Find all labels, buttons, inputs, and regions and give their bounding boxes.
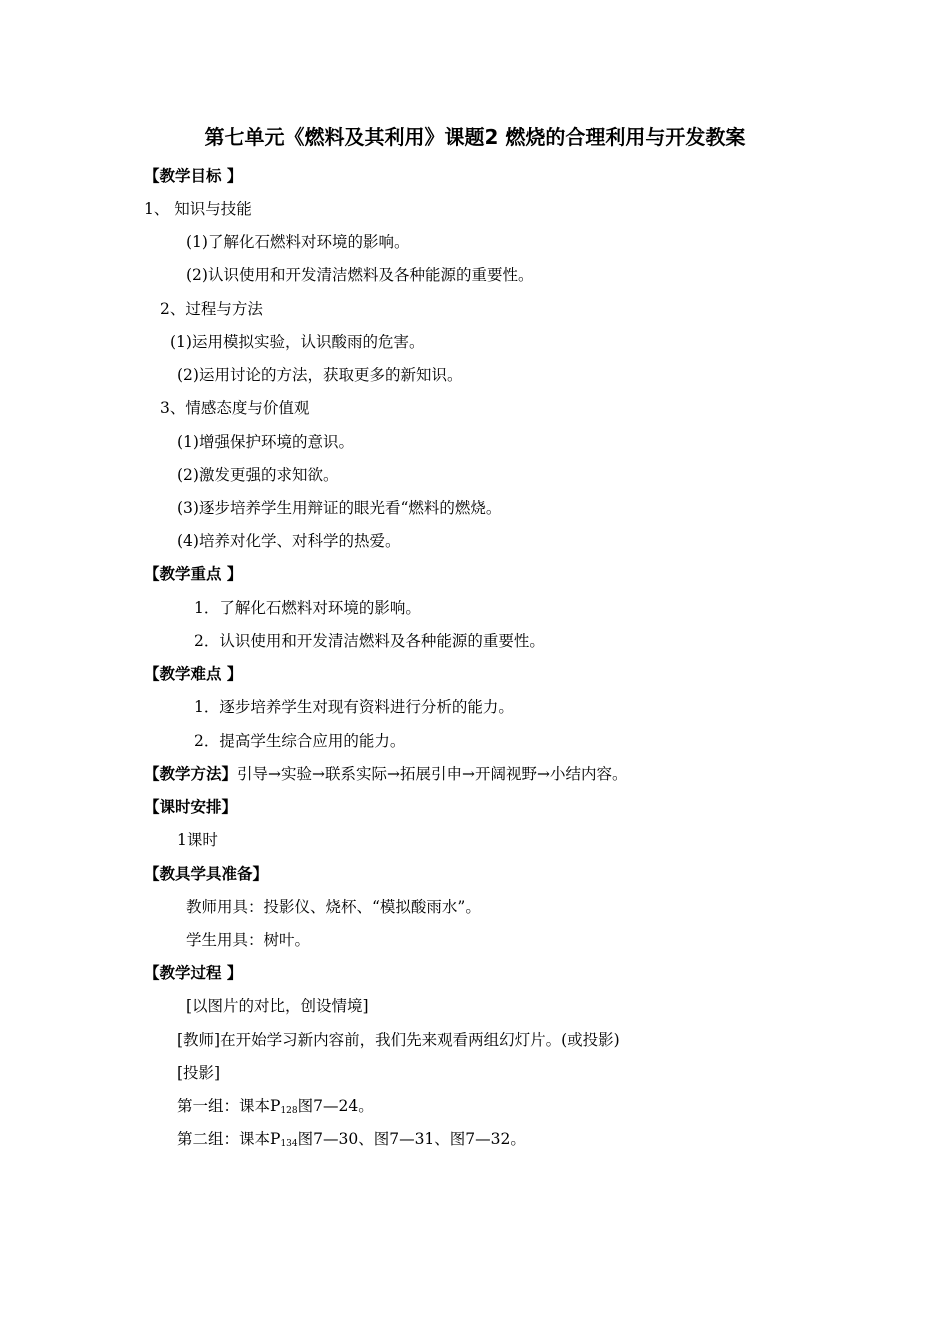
schedule-text: 1课时 [177,831,218,849]
group-2-prefix: 第二组：课本P [177,1130,281,1148]
group-2-page-subscript: 134 [280,1139,298,1149]
process-group-2 [177,1129,526,1149]
goal-section-3: 3、情感态度与价值观 [160,399,310,417]
group-1-page-subscript: 128 [280,1106,298,1116]
goals-heading: 【教学目标 】 [144,167,243,185]
teacher-materials: 教师用具：投影仪、烧杯、“模拟酸雨水”。 [186,898,481,916]
goal-section-1: 1、 知识与技能 [144,200,252,218]
method-text: 引导→实验→联系实际→拓展引申→开阔视野→小结内容。 [237,765,628,783]
goal-item-2-2: (2)运用讨论的方法，获取更多的新知识。 [177,366,463,384]
group-1-prefix: 第一组：课本P [177,1097,281,1115]
process-line-3: [投影] [177,1064,221,1082]
goal-item-3-1: (1)增强保护环境的意识。 [177,433,354,451]
process-line-2: [教师]在开始学习新内容前，我们先来观看两组幻灯片。(或投影) [177,1031,620,1049]
process-line-1: [以图片的对比，创设情境] [186,997,369,1015]
difficulty-2: 2．提高学生综合应用的能力。 [194,732,406,750]
method-heading: 【教学方法】 [144,765,238,783]
key-point-2: 2．认识使用和开发清洁燃料及各种能源的重要性。 [194,632,545,650]
student-materials: 学生用具：树叶。 [186,931,311,949]
group-1-suffix: 图7—24。 [297,1097,374,1115]
goal-section-2: 2、过程与方法 [160,300,263,318]
goal-item-3-2: (2)激发更强的求知欲。 [177,466,339,484]
schedule-heading: 【课时安排】 [144,798,238,816]
process-heading: 【教学过程 】 [144,964,243,982]
goal-item-2-1: (1)运用模拟实验，认识酸雨的危害。 [170,333,425,351]
materials-heading: 【教具学具准备】 [144,865,269,883]
goal-item-1-2: (2)认识使用和开发清洁燃料及各种能源的重要性。 [186,266,534,284]
goal-item-3-3: (3)逐步培养学生用辩证的眼光看“燃料的燃烧。 [177,499,502,517]
goal-item-3-4: (4)培养对化学、对科学的热爱。 [177,532,401,550]
process-group-1 [177,1096,374,1116]
goal-item-1-1: (1)了解化石燃料对环境的影响。 [186,233,410,251]
difficulty-1: 1．逐步培养学生对现有资料进行分析的能力。 [194,698,514,716]
difficulties-heading: 【教学难点 】 [144,665,243,683]
key-point-1: 1．了解化石燃料对环境的影响。 [194,599,421,617]
document-title: 第七单元《燃料及其利用》课题2 燃烧的合理利用与开发教案 [204,125,746,149]
group-2-suffix: 图7—30、图7—31、图7—32。 [297,1130,526,1148]
method-line [144,764,627,784]
key-points-heading: 【教学重点 】 [144,565,243,583]
